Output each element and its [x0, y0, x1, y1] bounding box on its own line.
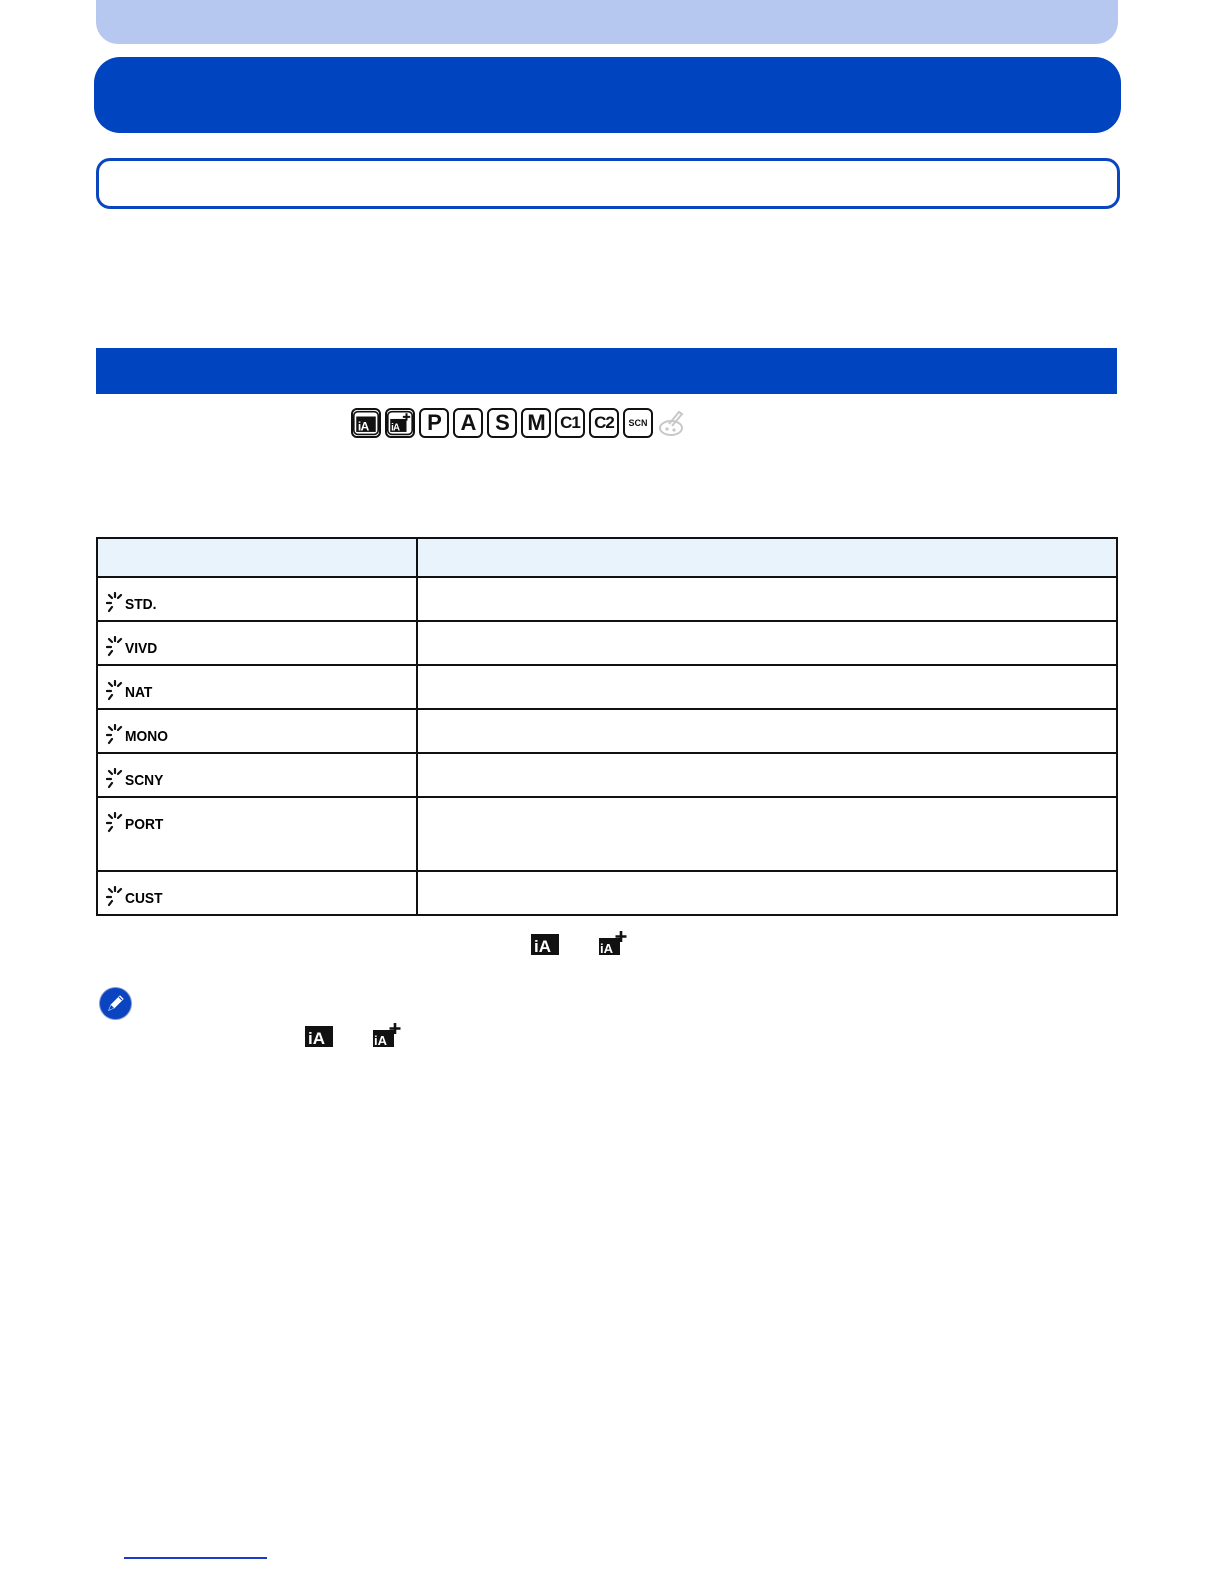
- table-cell: [417, 621, 1117, 665]
- table-row: [97, 577, 1117, 621]
- intelligent-auto-plus-icon: [385, 408, 415, 438]
- title-bar: [94, 57, 1121, 133]
- svg-text:iA: iA: [391, 422, 400, 434]
- table-row: [97, 753, 1117, 797]
- manual-mode-icon: M: [521, 408, 551, 438]
- table-header-cell: [97, 538, 417, 577]
- program-mode-icon: P: [419, 408, 449, 438]
- table-cell: [417, 797, 1117, 871]
- table-row: [97, 665, 1117, 709]
- top-tab: [96, 0, 1118, 44]
- scene-mode-icon: SCN: [623, 408, 653, 438]
- svg-text:iA: iA: [308, 1029, 325, 1048]
- intelligent-auto-plus-icon: [372, 1022, 402, 1048]
- style-code-custom: CUST: [125, 890, 163, 907]
- intelligent-auto-icon: [351, 408, 381, 438]
- svg-text:iA: iA: [357, 419, 369, 434]
- photo-style-icon: [106, 812, 124, 834]
- creative-control-icon: [657, 408, 687, 438]
- photo-style-icon: [106, 886, 124, 908]
- section-heading-bar: [96, 348, 1117, 394]
- style-code-vivid: VIVD: [125, 640, 158, 657]
- table-cell: [417, 709, 1117, 753]
- photo-style-icon: [106, 724, 124, 746]
- custom-2-icon: C2: [589, 408, 619, 438]
- subtitle-box: [96, 158, 1120, 209]
- aperture-priority-icon: A: [453, 408, 483, 438]
- table-row: [97, 709, 1117, 753]
- table-cell: [417, 665, 1117, 709]
- table-cell: [417, 753, 1117, 797]
- svg-text:iA: iA: [600, 941, 613, 956]
- svg-text:iA: iA: [534, 937, 551, 956]
- style-code-natural: NAT: [125, 684, 153, 701]
- photo-style-icon: [106, 768, 124, 790]
- table-row: [97, 797, 1117, 871]
- intelligent-auto-icon: [304, 1024, 334, 1048]
- intelligent-auto-icon: [530, 932, 560, 956]
- svg-text:iA: iA: [374, 1033, 387, 1048]
- table-row: [97, 871, 1117, 915]
- custom-1-icon: C1: [555, 408, 585, 438]
- style-code-standard: STD.: [125, 596, 157, 613]
- table-header-cell: [417, 538, 1117, 577]
- style-code-scenery: SCNY: [125, 772, 164, 789]
- table-cell: [417, 871, 1117, 915]
- table-header-row: [97, 538, 1117, 577]
- pencil-note-icon: [100, 988, 131, 1019]
- style-code-portrait: PORT: [125, 816, 164, 833]
- photo-style-table: [96, 537, 1118, 916]
- table-cell: [417, 577, 1117, 621]
- shutter-priority-icon: S: [487, 408, 517, 438]
- applicable-modes-row: [351, 407, 687, 439]
- photo-style-icon: [106, 680, 124, 702]
- style-code-monochrome: MONO: [125, 728, 168, 745]
- photo-style-icon: [106, 636, 124, 658]
- photo-style-icon: [106, 592, 124, 614]
- table-row: [97, 621, 1117, 665]
- page-link-underline[interactable]: [124, 1557, 267, 1559]
- intelligent-auto-plus-icon: [598, 930, 628, 956]
